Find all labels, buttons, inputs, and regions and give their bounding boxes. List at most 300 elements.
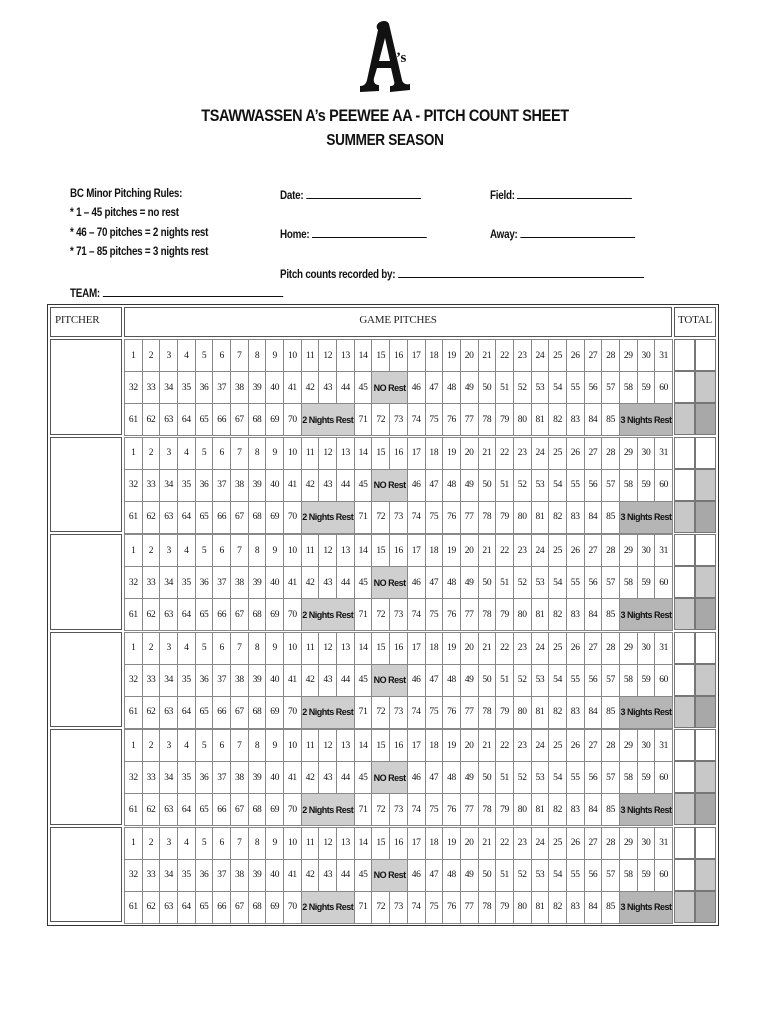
pitch-count-cell[interactable]: 71 bbox=[355, 502, 373, 534]
pitch-count-cell[interactable]: 75 bbox=[426, 404, 444, 436]
pitch-count-cell[interactable]: 46 bbox=[408, 860, 426, 892]
pitch-count-cell[interactable]: 53 bbox=[532, 372, 550, 404]
total-cell[interactable] bbox=[674, 469, 695, 501]
pitch-count-cell[interactable]: 62 bbox=[143, 697, 161, 729]
pitch-count-cell[interactable]: 83 bbox=[567, 502, 585, 534]
pitch-count-cell[interactable]: 69 bbox=[266, 892, 284, 924]
pitch-count-cell[interactable]: 24 bbox=[532, 633, 550, 665]
pitch-count-cell[interactable]: 43 bbox=[319, 665, 337, 697]
pitch-count-cell[interactable]: 1 bbox=[125, 633, 143, 665]
pitch-count-cell[interactable]: 64 bbox=[178, 502, 196, 534]
pitch-count-cell[interactable]: 45 bbox=[355, 860, 373, 892]
pitch-count-cell[interactable]: 47 bbox=[426, 665, 444, 697]
pitch-count-cell[interactable]: 20 bbox=[461, 340, 479, 372]
pitch-count-cell[interactable]: 66 bbox=[213, 404, 231, 436]
pitch-count-cell[interactable]: 48 bbox=[443, 470, 461, 502]
pitch-count-cell[interactable]: 63 bbox=[160, 502, 178, 534]
pitch-count-cell[interactable]: 15 bbox=[372, 340, 390, 372]
pitch-count-cell[interactable]: 45 bbox=[355, 470, 373, 502]
pitch-count-cell[interactable]: 35 bbox=[178, 860, 196, 892]
pitch-count-cell[interactable]: 3 bbox=[160, 438, 178, 470]
pitch-count-cell[interactable]: 61 bbox=[125, 502, 143, 534]
pitch-count-cell[interactable]: 78 bbox=[479, 502, 497, 534]
pitch-count-cell[interactable]: 81 bbox=[532, 404, 550, 436]
pitch-count-cell[interactable]: 33 bbox=[143, 665, 161, 697]
pitch-count-cell[interactable]: 2 bbox=[143, 535, 161, 567]
pitch-count-cell[interactable]: 8 bbox=[249, 340, 267, 372]
pitch-count-cell[interactable]: 28 bbox=[602, 340, 620, 372]
pitch-count-cell[interactable]: 44 bbox=[337, 762, 355, 794]
pitch-count-cell[interactable]: 42 bbox=[302, 762, 320, 794]
pitch-count-cell[interactable]: 3 bbox=[160, 633, 178, 665]
pitch-count-cell[interactable]: 12 bbox=[319, 633, 337, 665]
total-cell[interactable] bbox=[674, 761, 695, 793]
pitch-count-cell[interactable]: 58 bbox=[620, 860, 638, 892]
pitch-count-cell[interactable]: 13 bbox=[337, 438, 355, 470]
total-cell[interactable] bbox=[674, 729, 695, 761]
pitch-count-cell[interactable]: 66 bbox=[213, 697, 231, 729]
pitch-count-cell[interactable]: 36 bbox=[196, 665, 214, 697]
pitch-count-cell[interactable]: 85 bbox=[602, 697, 620, 729]
pitch-count-cell[interactable]: 17 bbox=[408, 828, 426, 860]
pitch-count-cell[interactable]: 84 bbox=[585, 794, 603, 826]
pitch-count-cell[interactable]: 3 bbox=[160, 535, 178, 567]
pitch-count-cell[interactable]: 62 bbox=[143, 404, 161, 436]
pitch-count-cell[interactable]: 40 bbox=[266, 567, 284, 599]
pitch-count-cell[interactable]: 13 bbox=[337, 633, 355, 665]
pitch-count-cell[interactable]: 8 bbox=[249, 438, 267, 470]
pitch-count-cell[interactable]: 83 bbox=[567, 404, 585, 436]
pitch-count-cell[interactable]: 66 bbox=[213, 892, 231, 924]
field-field[interactable] bbox=[490, 186, 632, 202]
pitch-count-cell[interactable]: 34 bbox=[160, 762, 178, 794]
pitch-count-cell[interactable]: 34 bbox=[160, 372, 178, 404]
pitch-count-cell[interactable]: 57 bbox=[602, 372, 620, 404]
pitch-count-cell[interactable]: 68 bbox=[249, 697, 267, 729]
pitch-count-cell[interactable]: 34 bbox=[160, 665, 178, 697]
pitch-count-cell[interactable]: 57 bbox=[602, 665, 620, 697]
pitch-count-cell[interactable]: 31 bbox=[655, 730, 673, 762]
pitch-count-cell[interactable]: 81 bbox=[532, 892, 550, 924]
pitch-count-cell[interactable]: 77 bbox=[461, 697, 479, 729]
pitch-count-cell[interactable]: 47 bbox=[426, 372, 444, 404]
pitch-count-cell[interactable]: 79 bbox=[496, 697, 514, 729]
pitch-count-cell[interactable]: 60 bbox=[655, 860, 673, 892]
pitch-count-cell[interactable]: 81 bbox=[532, 794, 550, 826]
pitch-count-cell[interactable]: 39 bbox=[249, 762, 267, 794]
total-cell[interactable] bbox=[674, 403, 695, 435]
pitch-count-cell[interactable]: 7 bbox=[231, 633, 249, 665]
pitch-count-cell[interactable]: 56 bbox=[585, 470, 603, 502]
pitch-count-cell[interactable]: 52 bbox=[514, 762, 532, 794]
total-cell[interactable] bbox=[674, 859, 695, 891]
total-cell[interactable] bbox=[674, 696, 695, 728]
pitch-count-cell[interactable]: 49 bbox=[461, 665, 479, 697]
pitch-count-cell[interactable]: 73 bbox=[390, 502, 408, 534]
pitch-count-cell[interactable]: 44 bbox=[337, 665, 355, 697]
pitch-count-cell[interactable]: 78 bbox=[479, 599, 497, 631]
pitch-count-cell[interactable]: 35 bbox=[178, 567, 196, 599]
pitch-count-cell[interactable]: 51 bbox=[496, 762, 514, 794]
pitch-count-cell[interactable]: 80 bbox=[514, 502, 532, 534]
pitch-count-cell[interactable]: 7 bbox=[231, 535, 249, 567]
pitch-count-cell[interactable]: 52 bbox=[514, 567, 532, 599]
pitch-count-cell[interactable]: 22 bbox=[496, 340, 514, 372]
pitch-count-cell[interactable]: 1 bbox=[125, 730, 143, 762]
pitch-count-cell[interactable]: 49 bbox=[461, 470, 479, 502]
pitch-count-cell[interactable]: 4 bbox=[178, 438, 196, 470]
pitch-count-cell[interactable]: 77 bbox=[461, 502, 479, 534]
pitch-count-cell[interactable]: 9 bbox=[266, 730, 284, 762]
pitch-count-cell[interactable]: 82 bbox=[549, 794, 567, 826]
pitch-count-cell[interactable]: 40 bbox=[266, 665, 284, 697]
pitch-count-cell[interactable]: 53 bbox=[532, 762, 550, 794]
pitch-count-cell[interactable]: 8 bbox=[249, 730, 267, 762]
pitch-count-cell[interactable]: 30 bbox=[638, 633, 656, 665]
pitch-count-cell[interactable]: 7 bbox=[231, 730, 249, 762]
pitch-count-cell[interactable]: 8 bbox=[249, 828, 267, 860]
pitch-count-cell[interactable]: 79 bbox=[496, 404, 514, 436]
pitch-count-cell[interactable]: 58 bbox=[620, 470, 638, 502]
pitch-count-cell[interactable]: 54 bbox=[549, 567, 567, 599]
pitch-count-cell[interactable]: 41 bbox=[284, 470, 302, 502]
pitch-count-cell[interactable]: 11 bbox=[302, 340, 320, 372]
total-cell[interactable] bbox=[674, 566, 695, 598]
pitch-count-cell[interactable]: 37 bbox=[213, 567, 231, 599]
pitch-count-cell[interactable]: 45 bbox=[355, 762, 373, 794]
pitch-count-cell[interactable]: 49 bbox=[461, 567, 479, 599]
pitch-count-cell[interactable]: 33 bbox=[143, 372, 161, 404]
pitch-count-cell[interactable]: 50 bbox=[479, 762, 497, 794]
pitch-count-cell[interactable]: 28 bbox=[602, 438, 620, 470]
pitch-count-cell[interactable]: 82 bbox=[549, 892, 567, 924]
pitch-count-cell[interactable]: 12 bbox=[319, 340, 337, 372]
pitch-count-cell[interactable]: 51 bbox=[496, 860, 514, 892]
pitch-count-cell[interactable]: 68 bbox=[249, 599, 267, 631]
total-cell[interactable] bbox=[674, 664, 695, 696]
pitch-count-cell[interactable]: 48 bbox=[443, 860, 461, 892]
pitch-count-cell[interactable]: 26 bbox=[567, 828, 585, 860]
pitch-count-cell[interactable]: 6 bbox=[213, 828, 231, 860]
pitch-count-cell[interactable]: 15 bbox=[372, 535, 390, 567]
pitch-count-cell[interactable]: 39 bbox=[249, 372, 267, 404]
pitch-count-cell[interactable]: 7 bbox=[231, 340, 249, 372]
pitch-count-cell[interactable]: 38 bbox=[231, 860, 249, 892]
pitch-count-cell[interactable]: 42 bbox=[302, 860, 320, 892]
pitch-count-cell[interactable]: 14 bbox=[355, 633, 373, 665]
pitch-count-cell[interactable]: 1 bbox=[125, 828, 143, 860]
pitch-count-cell[interactable]: 36 bbox=[196, 470, 214, 502]
pitch-count-cell[interactable]: 25 bbox=[549, 535, 567, 567]
pitch-count-cell[interactable]: 74 bbox=[408, 599, 426, 631]
pitch-count-cell[interactable]: 76 bbox=[443, 599, 461, 631]
pitcher-name-cell[interactable] bbox=[50, 437, 122, 533]
pitch-count-cell[interactable]: 38 bbox=[231, 372, 249, 404]
pitch-count-cell[interactable]: 81 bbox=[532, 502, 550, 534]
pitch-count-cell[interactable]: 56 bbox=[585, 567, 603, 599]
pitch-count-cell[interactable]: 84 bbox=[585, 502, 603, 534]
pitch-count-cell[interactable]: 36 bbox=[196, 762, 214, 794]
pitch-count-cell[interactable]: 73 bbox=[390, 892, 408, 924]
pitch-count-cell[interactable]: 36 bbox=[196, 372, 214, 404]
pitch-count-cell[interactable]: 77 bbox=[461, 404, 479, 436]
pitch-count-cell[interactable]: 80 bbox=[514, 404, 532, 436]
pitch-count-cell[interactable]: 54 bbox=[549, 372, 567, 404]
pitch-count-cell[interactable]: 22 bbox=[496, 730, 514, 762]
pitch-count-cell[interactable]: 80 bbox=[514, 599, 532, 631]
pitch-count-cell[interactable]: 50 bbox=[479, 665, 497, 697]
pitch-count-cell[interactable]: 4 bbox=[178, 828, 196, 860]
pitch-count-cell[interactable]: 18 bbox=[426, 828, 444, 860]
pitch-count-cell[interactable]: 32 bbox=[125, 372, 143, 404]
pitch-count-cell[interactable]: 31 bbox=[655, 340, 673, 372]
pitch-count-cell[interactable]: 49 bbox=[461, 372, 479, 404]
pitch-count-cell[interactable]: 68 bbox=[249, 502, 267, 534]
pitch-count-cell[interactable]: 42 bbox=[302, 372, 320, 404]
pitch-count-cell[interactable]: 5 bbox=[196, 340, 214, 372]
pitch-count-cell[interactable]: 21 bbox=[479, 730, 497, 762]
pitch-count-cell[interactable]: 50 bbox=[479, 372, 497, 404]
pitch-count-cell[interactable]: 31 bbox=[655, 633, 673, 665]
pitch-count-cell[interactable]: 27 bbox=[585, 730, 603, 762]
pitch-count-cell[interactable]: 64 bbox=[178, 794, 196, 826]
pitch-count-cell[interactable]: 22 bbox=[496, 438, 514, 470]
pitch-count-cell[interactable]: 44 bbox=[337, 470, 355, 502]
pitch-count-cell[interactable]: 23 bbox=[514, 730, 532, 762]
pitch-count-cell[interactable]: 7 bbox=[231, 438, 249, 470]
pitch-count-cell[interactable]: 37 bbox=[213, 372, 231, 404]
pitch-count-cell[interactable]: 8 bbox=[249, 633, 267, 665]
pitch-count-cell[interactable]: 59 bbox=[638, 762, 656, 794]
pitch-count-cell[interactable]: 29 bbox=[620, 438, 638, 470]
pitch-count-cell[interactable]: 41 bbox=[284, 372, 302, 404]
pitch-count-cell[interactable]: 54 bbox=[549, 665, 567, 697]
pitch-count-cell[interactable]: 31 bbox=[655, 535, 673, 567]
pitch-count-cell[interactable]: 47 bbox=[426, 762, 444, 794]
pitch-count-cell[interactable]: 72 bbox=[372, 892, 390, 924]
pitch-count-cell[interactable]: 70 bbox=[284, 892, 302, 924]
pitch-count-cell[interactable]: 24 bbox=[532, 438, 550, 470]
pitch-count-cell[interactable]: 75 bbox=[426, 892, 444, 924]
pitch-count-cell[interactable]: 47 bbox=[426, 470, 444, 502]
pitch-count-cell[interactable]: 61 bbox=[125, 892, 143, 924]
pitch-count-cell[interactable]: 75 bbox=[426, 697, 444, 729]
pitch-count-cell[interactable]: 32 bbox=[125, 860, 143, 892]
pitch-count-cell[interactable]: 3 bbox=[160, 340, 178, 372]
pitch-count-cell[interactable]: 9 bbox=[266, 633, 284, 665]
pitch-count-cell[interactable]: 9 bbox=[266, 535, 284, 567]
pitch-count-cell[interactable]: 6 bbox=[213, 535, 231, 567]
pitch-count-cell[interactable]: 81 bbox=[532, 697, 550, 729]
pitch-count-cell[interactable]: 46 bbox=[408, 665, 426, 697]
pitch-count-cell[interactable]: 52 bbox=[514, 860, 532, 892]
pitch-count-cell[interactable]: 79 bbox=[496, 794, 514, 826]
pitch-count-cell[interactable]: 45 bbox=[355, 372, 373, 404]
total-cell[interactable] bbox=[695, 566, 716, 598]
pitch-count-cell[interactable]: 72 bbox=[372, 599, 390, 631]
pitch-count-cell[interactable]: 70 bbox=[284, 697, 302, 729]
pitch-count-cell[interactable]: 73 bbox=[390, 599, 408, 631]
pitch-count-cell[interactable]: 27 bbox=[585, 633, 603, 665]
pitch-count-cell[interactable]: 59 bbox=[638, 665, 656, 697]
total-cell[interactable] bbox=[674, 501, 695, 533]
pitch-count-cell[interactable]: 57 bbox=[602, 860, 620, 892]
pitch-count-cell[interactable]: 76 bbox=[443, 794, 461, 826]
pitch-count-cell[interactable]: 38 bbox=[231, 567, 249, 599]
pitch-count-cell[interactable]: 43 bbox=[319, 372, 337, 404]
total-cell[interactable] bbox=[695, 403, 716, 435]
pitch-count-cell[interactable]: 10 bbox=[284, 828, 302, 860]
pitch-count-cell[interactable]: 50 bbox=[479, 860, 497, 892]
pitch-count-cell[interactable]: 6 bbox=[213, 340, 231, 372]
pitch-count-cell[interactable]: 67 bbox=[231, 502, 249, 534]
total-cell[interactable] bbox=[695, 793, 716, 825]
pitch-count-cell[interactable]: 67 bbox=[231, 892, 249, 924]
total-cell[interactable] bbox=[695, 664, 716, 696]
total-cell[interactable] bbox=[674, 793, 695, 825]
pitch-count-cell[interactable]: 16 bbox=[390, 633, 408, 665]
pitch-count-cell[interactable]: 79 bbox=[496, 892, 514, 924]
total-cell[interactable] bbox=[674, 827, 695, 859]
date-field[interactable] bbox=[280, 186, 421, 202]
pitch-count-cell[interactable]: 44 bbox=[337, 372, 355, 404]
pitch-count-cell[interactable]: 21 bbox=[479, 340, 497, 372]
pitch-count-cell[interactable]: 72 bbox=[372, 404, 390, 436]
pitch-count-cell[interactable]: 54 bbox=[549, 470, 567, 502]
pitch-count-cell[interactable]: 22 bbox=[496, 828, 514, 860]
pitch-count-cell[interactable]: 18 bbox=[426, 730, 444, 762]
pitch-count-cell[interactable]: 42 bbox=[302, 470, 320, 502]
pitch-count-cell[interactable]: 26 bbox=[567, 535, 585, 567]
total-cell[interactable] bbox=[674, 598, 695, 630]
pitch-count-cell[interactable]: 19 bbox=[443, 535, 461, 567]
pitch-count-cell[interactable]: 65 bbox=[196, 794, 214, 826]
recorder-field[interactable] bbox=[280, 265, 644, 281]
pitch-count-cell[interactable]: 7 bbox=[231, 828, 249, 860]
pitch-count-cell[interactable]: 16 bbox=[390, 535, 408, 567]
pitch-count-cell[interactable]: 60 bbox=[655, 665, 673, 697]
pitch-count-cell[interactable]: 40 bbox=[266, 860, 284, 892]
pitch-count-cell[interactable]: 31 bbox=[655, 828, 673, 860]
pitch-count-cell[interactable]: 51 bbox=[496, 567, 514, 599]
pitch-count-cell[interactable]: 85 bbox=[602, 502, 620, 534]
pitch-count-cell[interactable]: 19 bbox=[443, 633, 461, 665]
pitch-count-cell[interactable]: 77 bbox=[461, 599, 479, 631]
pitch-count-cell[interactable]: 52 bbox=[514, 470, 532, 502]
pitch-count-cell[interactable]: 45 bbox=[355, 665, 373, 697]
pitch-count-cell[interactable]: 8 bbox=[249, 535, 267, 567]
pitch-count-cell[interactable]: 48 bbox=[443, 762, 461, 794]
pitch-count-cell[interactable]: 15 bbox=[372, 730, 390, 762]
total-cell[interactable] bbox=[695, 598, 716, 630]
pitch-count-cell[interactable]: 5 bbox=[196, 730, 214, 762]
pitch-count-cell[interactable]: 24 bbox=[532, 535, 550, 567]
pitch-count-cell[interactable]: 2 bbox=[143, 438, 161, 470]
pitch-count-cell[interactable]: 29 bbox=[620, 535, 638, 567]
pitch-count-cell[interactable]: 65 bbox=[196, 404, 214, 436]
pitch-count-cell[interactable]: 4 bbox=[178, 535, 196, 567]
pitch-count-cell[interactable]: 40 bbox=[266, 372, 284, 404]
pitch-count-cell[interactable]: 43 bbox=[319, 860, 337, 892]
pitch-count-cell[interactable]: 40 bbox=[266, 762, 284, 794]
pitch-count-cell[interactable]: 24 bbox=[532, 828, 550, 860]
pitch-count-cell[interactable]: 32 bbox=[125, 762, 143, 794]
pitch-count-cell[interactable]: 16 bbox=[390, 340, 408, 372]
pitch-count-cell[interactable]: 76 bbox=[443, 502, 461, 534]
pitch-count-cell[interactable]: 50 bbox=[479, 567, 497, 599]
pitch-count-cell[interactable]: 4 bbox=[178, 730, 196, 762]
pitch-count-cell[interactable]: 11 bbox=[302, 828, 320, 860]
pitch-count-cell[interactable]: 66 bbox=[213, 794, 231, 826]
pitch-count-cell[interactable]: 2 bbox=[143, 340, 161, 372]
pitch-count-cell[interactable]: 61 bbox=[125, 404, 143, 436]
total-cell[interactable] bbox=[695, 859, 716, 891]
pitch-count-cell[interactable]: 25 bbox=[549, 340, 567, 372]
pitch-count-cell[interactable]: 85 bbox=[602, 599, 620, 631]
pitch-count-cell[interactable]: 27 bbox=[585, 535, 603, 567]
home-field[interactable] bbox=[280, 225, 427, 241]
pitch-count-cell[interactable]: 17 bbox=[408, 633, 426, 665]
pitch-count-cell[interactable]: 65 bbox=[196, 892, 214, 924]
pitch-count-cell[interactable]: 48 bbox=[443, 665, 461, 697]
pitch-count-cell[interactable]: 14 bbox=[355, 730, 373, 762]
pitch-count-cell[interactable]: 36 bbox=[196, 567, 214, 599]
pitch-count-cell[interactable]: 53 bbox=[532, 470, 550, 502]
pitch-count-cell[interactable]: 26 bbox=[567, 340, 585, 372]
pitch-count-cell[interactable]: 69 bbox=[266, 697, 284, 729]
pitch-count-cell[interactable]: 28 bbox=[602, 633, 620, 665]
pitch-count-cell[interactable]: 13 bbox=[337, 340, 355, 372]
pitch-count-cell[interactable]: 32 bbox=[125, 665, 143, 697]
pitch-count-cell[interactable]: 26 bbox=[567, 730, 585, 762]
pitch-count-cell[interactable]: 52 bbox=[514, 665, 532, 697]
pitch-count-cell[interactable]: 5 bbox=[196, 438, 214, 470]
pitch-count-cell[interactable]: 26 bbox=[567, 633, 585, 665]
pitch-count-cell[interactable]: 38 bbox=[231, 665, 249, 697]
pitch-count-cell[interactable]: 10 bbox=[284, 438, 302, 470]
pitch-count-cell[interactable]: 83 bbox=[567, 892, 585, 924]
pitch-count-cell[interactable]: 5 bbox=[196, 828, 214, 860]
pitch-count-cell[interactable]: 74 bbox=[408, 892, 426, 924]
pitch-count-cell[interactable]: 32 bbox=[125, 470, 143, 502]
pitch-count-cell[interactable]: 53 bbox=[532, 860, 550, 892]
pitch-count-cell[interactable]: 85 bbox=[602, 794, 620, 826]
pitch-count-cell[interactable]: 25 bbox=[549, 730, 567, 762]
pitch-count-cell[interactable]: 23 bbox=[514, 438, 532, 470]
pitch-count-cell[interactable]: 82 bbox=[549, 599, 567, 631]
pitch-count-cell[interactable]: 78 bbox=[479, 892, 497, 924]
pitch-count-cell[interactable]: 51 bbox=[496, 665, 514, 697]
pitch-count-cell[interactable]: 69 bbox=[266, 404, 284, 436]
pitch-count-cell[interactable]: 34 bbox=[160, 567, 178, 599]
pitch-count-cell[interactable]: 47 bbox=[426, 860, 444, 892]
pitch-count-cell[interactable]: 25 bbox=[549, 633, 567, 665]
pitch-count-cell[interactable]: 84 bbox=[585, 892, 603, 924]
pitch-count-cell[interactable]: 33 bbox=[143, 470, 161, 502]
pitch-count-cell[interactable]: 15 bbox=[372, 828, 390, 860]
pitch-count-cell[interactable]: 65 bbox=[196, 502, 214, 534]
pitch-count-cell[interactable]: 78 bbox=[479, 404, 497, 436]
pitch-count-cell[interactable]: 54 bbox=[549, 762, 567, 794]
pitch-count-cell[interactable]: 35 bbox=[178, 470, 196, 502]
pitch-count-cell[interactable]: 42 bbox=[302, 665, 320, 697]
pitcher-name-cell[interactable] bbox=[50, 339, 122, 435]
pitch-count-cell[interactable]: 61 bbox=[125, 697, 143, 729]
pitch-count-cell[interactable]: 18 bbox=[426, 340, 444, 372]
pitch-count-cell[interactable]: 59 bbox=[638, 470, 656, 502]
away-field[interactable] bbox=[490, 225, 635, 241]
pitch-count-cell[interactable]: 27 bbox=[585, 438, 603, 470]
